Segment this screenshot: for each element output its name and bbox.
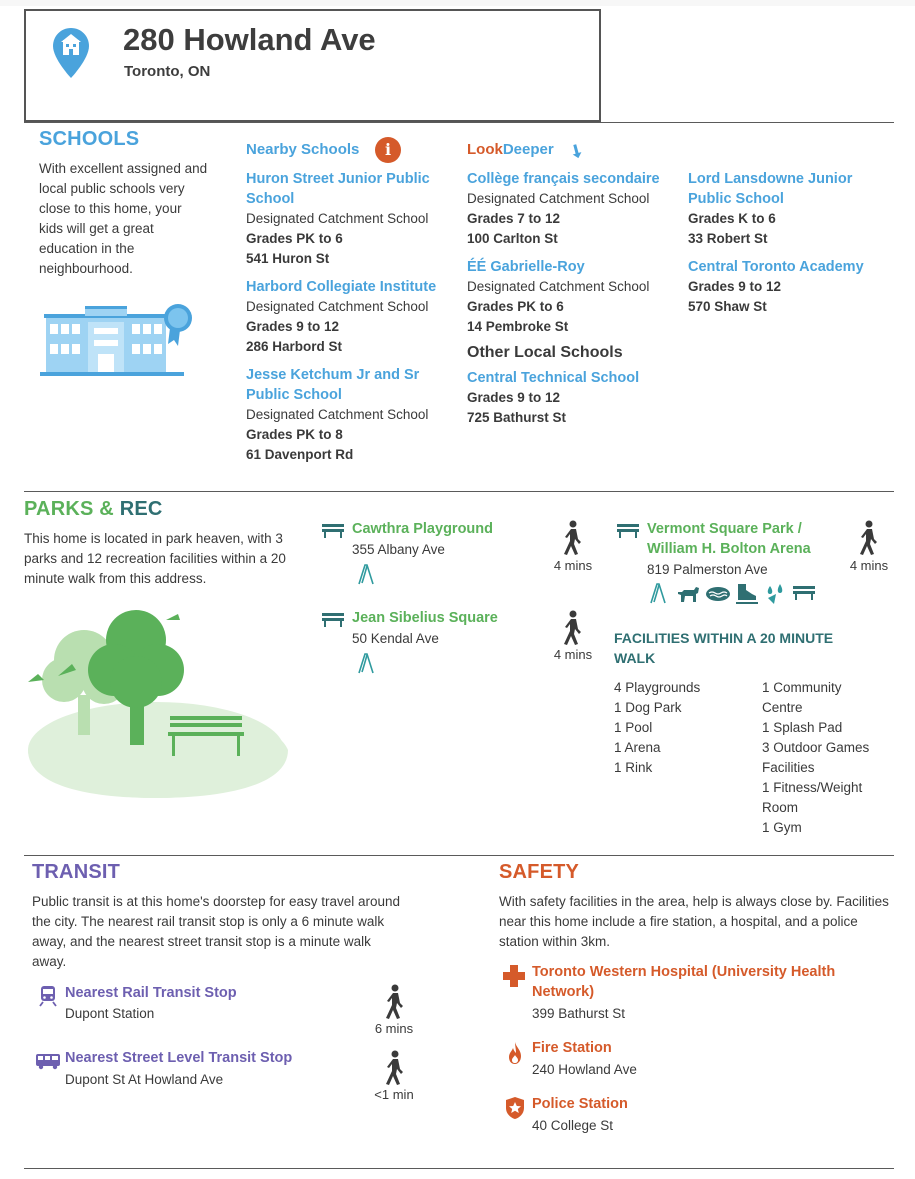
facility-item: 1 Rink	[614, 760, 653, 775]
train-icon	[39, 985, 57, 1007]
walking-person-icon	[858, 520, 880, 556]
facility-item: Facilities	[762, 760, 815, 775]
walk-time: 4 mins	[849, 558, 889, 573]
playground-slide-icon	[356, 652, 376, 674]
info-icon[interactable]: i	[375, 137, 401, 163]
facility-item: Room	[762, 800, 799, 815]
school-name[interactable]: Central Technical School	[467, 370, 640, 386]
walking-person-icon	[562, 520, 584, 556]
pool-icon	[705, 585, 731, 603]
other-schools-heading: Other Local Schools	[467, 344, 623, 361]
dog-icon	[676, 584, 700, 604]
parks-title-parks: PARKS	[24, 498, 94, 520]
walking-person-icon	[384, 984, 406, 1020]
top-band	[0, 0, 915, 6]
arrow-down-icon	[571, 143, 585, 159]
school-name[interactable]: Harbord Collegiate Institute	[246, 279, 437, 295]
facility-icons-row	[648, 582, 823, 606]
address-title: 280 Howland Ave	[123, 22, 376, 57]
school-type: Designated Catchment School	[246, 211, 429, 226]
parks-title-rec: REC	[119, 498, 163, 520]
facility-item: 1 Gym	[762, 820, 802, 835]
school-name[interactable]: Huron Street Junior Public School	[246, 171, 430, 207]
facilities-title: FACILITIES WITHIN A 20 MINUTE WALK	[614, 630, 834, 666]
parks-title-amp: &	[99, 498, 114, 520]
parks-description: This home is located in park heaven, with 3 parks and 12 recreation facilities within a 20 minute walk from this address.	[24, 531, 286, 586]
playground-slide-icon	[356, 563, 376, 585]
school-name[interactable]: Lord Lansdowne Junior Public School	[688, 171, 853, 207]
lookdeeper-link[interactable]	[467, 141, 554, 158]
skate-icon	[734, 582, 758, 606]
bench-icon	[321, 612, 345, 628]
school-name[interactable]: Central Toronto Academy	[688, 259, 864, 275]
school-entry	[688, 257, 883, 317]
lookdeeper-look: Look	[467, 141, 503, 158]
park-address: 355 Albany Ave	[352, 542, 445, 557]
school-address: 61 Davenport Rd	[246, 447, 354, 462]
facility-item: 4 Playgrounds	[614, 680, 701, 695]
park-name[interactable]: Cawthra Playground	[352, 521, 493, 537]
school-column-2	[467, 169, 682, 428]
bench-icon	[792, 585, 816, 601]
divider-schools	[24, 122, 894, 123]
divider-transit	[24, 855, 894, 856]
facility-item: 1 Pool	[614, 720, 653, 735]
school-entry	[467, 257, 682, 337]
school-type: Designated Catchment School	[246, 299, 429, 314]
parks-title	[24, 498, 163, 521]
school-grades: Grades 7 to 12	[467, 211, 561, 226]
school-entry	[688, 169, 883, 249]
schools-description: With excellent assigned and local public schools very close to this home, your kids will get a great education in the neighbourhood.	[39, 161, 208, 276]
walk-time: 4 mins	[553, 558, 593, 573]
school-address: 286 Harbord St	[246, 339, 343, 354]
school-grades: Grades 9 to 12	[688, 279, 782, 294]
bus-icon	[35, 1052, 61, 1070]
splash-pad-icon	[764, 582, 788, 606]
walk-time: 4 mins	[553, 647, 593, 662]
walking-person-icon	[384, 1050, 406, 1086]
divider-parks	[24, 491, 894, 492]
facilities-list-1	[614, 678, 754, 778]
address-city: Toronto, ON	[124, 63, 211, 80]
playground-slide-icon	[648, 582, 668, 604]
walk-time: 6 mins	[374, 1021, 414, 1036]
transit-stop-name[interactable]: Nearest Street Level Transit Stop	[65, 1050, 293, 1066]
nearby-schools-heading: Nearby Schools	[246, 141, 360, 158]
school-address: 570 Shaw St	[688, 299, 767, 314]
school-grades: Grades PK to 6	[467, 299, 564, 314]
lookdeeper-deeper: Deeper	[502, 141, 554, 158]
park-name[interactable]: Jean Sibelius Square	[352, 610, 498, 626]
safety-facility-address: 399 Bathurst St	[532, 1006, 626, 1021]
school-type: Designated Catchment School	[246, 407, 429, 422]
school-name[interactable]: Collège français secondaire	[467, 171, 660, 187]
safety-title: SAFETY	[499, 861, 580, 883]
school-entry	[246, 169, 461, 269]
school-grades: Grades 9 to 12	[467, 390, 561, 405]
walk-time: <1 min	[374, 1087, 414, 1102]
bench-icon	[616, 523, 640, 539]
school-name[interactable]: ÉÉ Gabrielle-Roy	[467, 259, 585, 275]
facility-item: 3 Outdoor Games	[762, 740, 870, 755]
transit-stop-address: Dupont Station	[65, 1006, 155, 1021]
school-entry	[467, 368, 682, 428]
school-grades: Grades PK to 6	[246, 231, 343, 246]
school-building-icon	[40, 298, 195, 378]
schools-title: SCHOOLS	[39, 128, 140, 150]
school-address: 100 Carlton St	[467, 231, 558, 246]
safety-facility-name[interactable]: Toronto Western Hospital (University Health Network)	[532, 964, 836, 1000]
transit-stop-name[interactable]: Nearest Rail Transit Stop	[65, 985, 237, 1001]
school-type: Designated Catchment School	[467, 279, 650, 294]
divider-bottom	[24, 1168, 894, 1169]
safety-facility-address: 40 College St	[532, 1118, 614, 1133]
transit-description: Public transit is at this home's doorstep for easy travel around the city. The nearest rail transit stop is only a 6 minute walk away, and the nearest street transit stop is a minute walk away.	[32, 894, 401, 969]
park-address: 50 Kendal Ave	[352, 631, 439, 646]
school-type: Designated Catchment School	[467, 191, 650, 206]
park-name[interactable]: Vermont Square Park / William H. Bolton Arena	[647, 521, 811, 557]
safety-facility-name[interactable]: Police Station	[532, 1096, 628, 1112]
facility-item: 1 Fitness/Weight	[762, 780, 863, 795]
school-entry	[467, 169, 682, 249]
school-column-1	[246, 169, 461, 465]
school-address: 725 Bathurst St	[467, 410, 567, 425]
school-address: 541 Huron St	[246, 251, 330, 266]
facility-item: 1 Splash Pad	[762, 720, 843, 735]
hospital-cross-icon	[502, 964, 526, 988]
facility-item: 1 Dog Park	[614, 700, 682, 715]
school-address: 14 Pembroke St	[467, 319, 569, 334]
facility-item: 1 Arena	[614, 740, 661, 755]
school-grades: Grades 9 to 12	[246, 319, 340, 334]
school-grades: Grades K to 6	[688, 211, 776, 226]
school-entry	[246, 365, 461, 465]
facility-item: Centre	[762, 700, 803, 715]
facility-item: 1 Community	[762, 680, 842, 695]
flame-icon	[507, 1041, 523, 1065]
bench-icon	[321, 523, 345, 539]
school-address: 33 Robert St	[688, 231, 768, 246]
school-grades: Grades PK to 8	[246, 427, 343, 442]
walking-person-icon	[562, 610, 584, 646]
police-badge-icon	[505, 1096, 525, 1120]
safety-facility-name[interactable]: Fire Station	[532, 1040, 612, 1056]
safety-facility-address: 240 Howland Ave	[532, 1062, 637, 1077]
house-pin-icon	[52, 27, 90, 79]
park-address: 819 Palmerston Ave	[647, 562, 768, 577]
transit-title: TRANSIT	[32, 861, 121, 883]
school-name[interactable]: Jesse Ketchum Jr and Sr Public School	[246, 367, 420, 403]
school-entry	[246, 277, 461, 357]
school-column-3	[688, 169, 883, 317]
safety-description: With safety facilities in the area, help is always close by. Facilities near this home include a fire station, a hospital, and a police station within 3km.	[499, 894, 889, 949]
facilities-list-2	[762, 678, 902, 838]
park-illustration-icon	[26, 600, 296, 800]
transit-stop-address: Dupont St At Howland Ave	[65, 1072, 224, 1087]
